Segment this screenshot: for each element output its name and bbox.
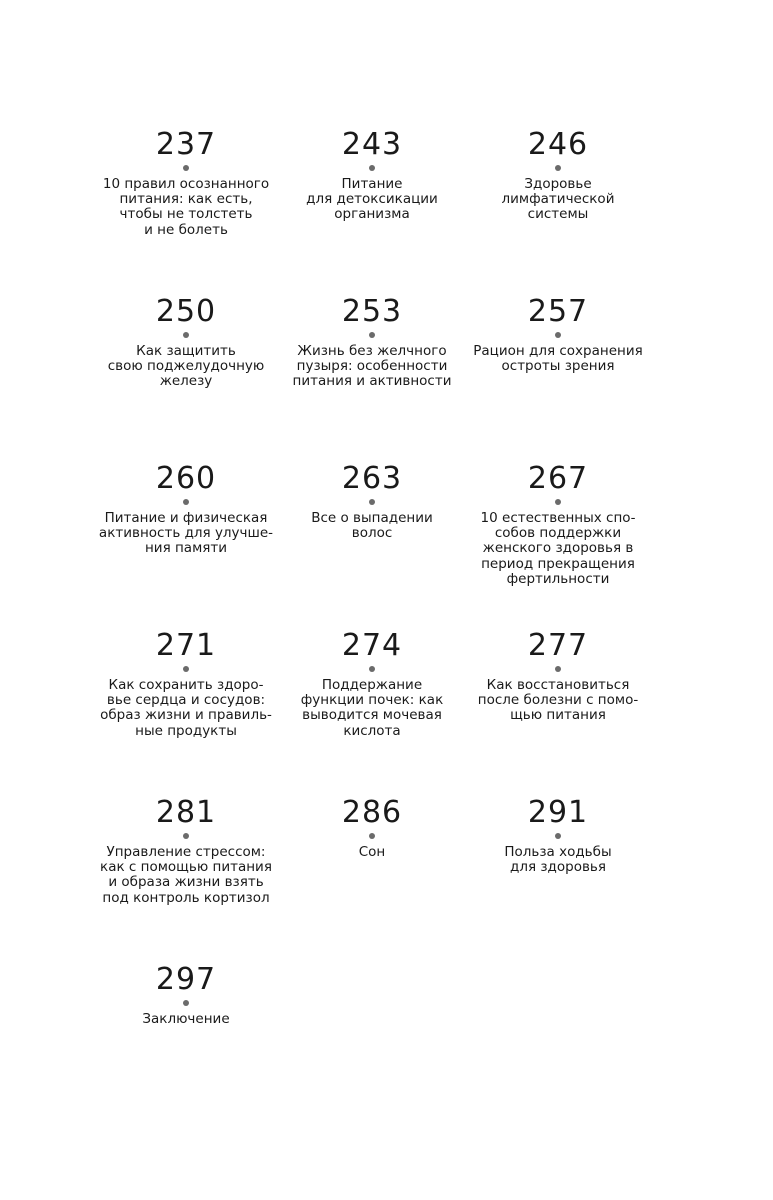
chapter-title: Жизнь без желчного пузыря: особенности питания и активности <box>292 343 452 390</box>
page-number: 277 <box>527 628 589 663</box>
chapter-title: Сон <box>358 844 386 860</box>
bullet-dot-icon <box>555 499 561 505</box>
bullet-dot-icon <box>183 165 189 171</box>
bullet-dot-icon <box>183 1000 189 1006</box>
page-number: 281 <box>155 795 217 830</box>
toc-entry[interactable] <box>465 295 651 462</box>
bullet-dot-icon <box>183 666 189 672</box>
toc-entry[interactable] <box>279 796 465 963</box>
chapter-title: 10 естественных спо- собов поддержки женского здоровья в период прекращения фертильности <box>480 510 636 587</box>
toc-entry[interactable] <box>93 963 279 1130</box>
toc-entry[interactable] <box>465 128 651 295</box>
page-number: 286 <box>341 795 403 830</box>
bullet-dot-icon <box>555 666 561 672</box>
chapter-title: Питание и физическая активность для улучше- ния памяти <box>98 510 274 557</box>
chapter-title: Рацион для сохранения остроты зрения <box>473 343 643 375</box>
page-number: 271 <box>155 628 217 663</box>
chapter-title: Все о выпадении волос <box>311 510 433 542</box>
page-number: 267 <box>527 461 589 496</box>
table-of-contents <box>93 128 651 1130</box>
toc-entry[interactable] <box>93 796 279 963</box>
page-number: 263 <box>341 461 403 496</box>
page-number: 243 <box>341 127 403 162</box>
bullet-dot-icon <box>369 165 375 171</box>
toc-entry[interactable] <box>279 462 465 629</box>
chapter-title: Польза ходьбы для здоровья <box>504 844 612 876</box>
bullet-dot-icon <box>369 332 375 338</box>
page-number: 237 <box>155 127 217 162</box>
toc-entry[interactable] <box>465 629 651 796</box>
bullet-dot-icon <box>369 666 375 672</box>
chapter-title: Питание для детоксикации организма <box>306 176 438 223</box>
chapter-title: Как сохранить здоро- вье сердца и сосудов: образ жизни и правиль- ные продукты <box>100 677 272 739</box>
chapter-title: 10 правил осознанного питания: как есть, чтобы не толстеть и не болеть <box>102 176 270 238</box>
chapter-title: Как восстановиться после болезни с помо- щью питания <box>477 677 639 724</box>
chapter-title: Поддержание функции почек: как выводится мочевая кислота <box>300 677 444 739</box>
toc-entry[interactable] <box>465 462 651 629</box>
toc-entry[interactable] <box>279 128 465 295</box>
page-number: 291 <box>527 795 589 830</box>
bullet-dot-icon <box>183 499 189 505</box>
page-number: 257 <box>527 294 589 329</box>
bullet-dot-icon <box>183 833 189 839</box>
page-number: 250 <box>155 294 217 329</box>
toc-entry[interactable] <box>465 796 651 963</box>
bullet-dot-icon <box>555 332 561 338</box>
bullet-dot-icon <box>183 332 189 338</box>
toc-entry[interactable] <box>93 295 279 462</box>
bullet-dot-icon <box>555 165 561 171</box>
bullet-dot-icon <box>369 499 375 505</box>
toc-entry[interactable] <box>279 629 465 796</box>
chapter-title: Заключение <box>142 1011 230 1027</box>
bullet-dot-icon <box>555 833 561 839</box>
page-number: 253 <box>341 294 403 329</box>
chapter-title: Как защитить свою поджелудочную железу <box>107 343 265 390</box>
bullet-dot-icon <box>369 833 375 839</box>
toc-entry[interactable] <box>93 629 279 796</box>
toc-entry[interactable] <box>93 128 279 295</box>
toc-entry[interactable] <box>93 462 279 629</box>
page-number: 260 <box>155 461 217 496</box>
page-number: 297 <box>155 962 217 997</box>
page-number: 274 <box>341 628 403 663</box>
page-number: 246 <box>527 127 589 162</box>
toc-entry[interactable] <box>279 295 465 462</box>
chapter-title: Здоровье лимфатической системы <box>501 176 615 223</box>
chapter-title: Управление стрессом: как с помощью питания и образа жизни взять под контроль кортизол <box>100 844 272 906</box>
